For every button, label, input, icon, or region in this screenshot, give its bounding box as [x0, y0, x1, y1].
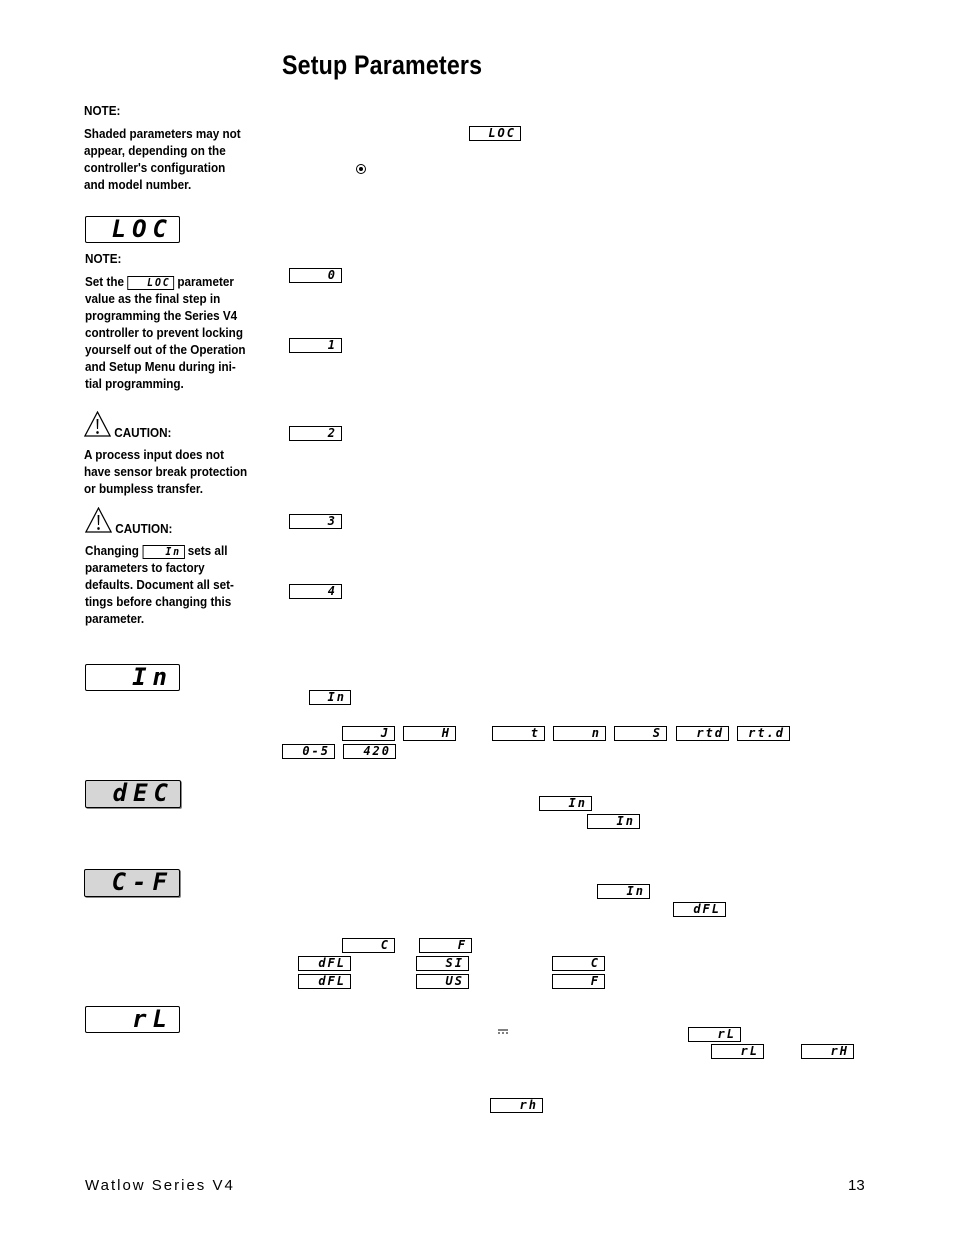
- caution-line: parameter.: [85, 611, 145, 626]
- default-c-display: C: [552, 956, 605, 971]
- celsius-fahrenheit-parameter-display: C-F: [84, 869, 180, 897]
- lock-level-1-display: 1: [289, 338, 342, 353]
- lock-inline-display: LOC: [127, 276, 174, 290]
- decimal-parameter-display: dEC: [85, 780, 181, 808]
- note-line: and model number.: [84, 177, 192, 192]
- note-line: controller to prevent locking: [85, 325, 243, 340]
- page-title: Setup Parameters: [282, 50, 483, 80]
- note-line: and Setup Menu during ini-: [85, 359, 236, 374]
- note-lock-final-step: [85, 250, 246, 392]
- note-line: Shaded parameters may not: [84, 126, 241, 141]
- input-option-0-5-display: 0-5: [282, 744, 335, 759]
- caution-line: sets all: [187, 543, 228, 558]
- input-option-rtd-display: rtd: [676, 726, 729, 741]
- warning-triangle-icon: [84, 411, 111, 437]
- input-type-parameter-display: In: [85, 664, 180, 691]
- range-low-ref-display: rL: [688, 1027, 741, 1042]
- default-display: dFL: [298, 956, 351, 971]
- lock-level-3-display: 3: [289, 514, 342, 529]
- input-option-n-display: n: [553, 726, 606, 741]
- cf-option-f-display: F: [419, 938, 472, 953]
- input-value-display: In: [309, 690, 351, 705]
- input-option-s-display: S: [614, 726, 667, 741]
- caution-line: defaults. Document all set-: [85, 577, 234, 592]
- input-option-j-display: J: [342, 726, 395, 741]
- caution-line: have sensor break protection: [84, 464, 248, 479]
- input-option-t-display: t: [492, 726, 545, 741]
- range-high-ref-display: rh: [490, 1098, 543, 1113]
- note-line: controller's configuration: [84, 160, 226, 175]
- advance-key-icon: [356, 164, 366, 174]
- default-f-display: F: [552, 974, 605, 989]
- default-us-display: US: [416, 974, 469, 989]
- caution-changing-input: [85, 507, 234, 627]
- note-line: tial programming.: [85, 376, 184, 391]
- cf-default-ref-display: dFL: [673, 902, 726, 917]
- note-line: parameter: [177, 274, 234, 289]
- caution-line: Changing: [85, 543, 139, 558]
- caution-line: A process input does not: [84, 447, 224, 462]
- caution-line: parameters to factory: [85, 560, 205, 575]
- input-option-h-display: H: [403, 726, 456, 741]
- note-shaded-parameters: [84, 102, 241, 193]
- input-option-420-display: 420: [343, 744, 396, 759]
- note-line: appear, depending on the: [84, 143, 226, 158]
- note-line: value as the final step in: [85, 291, 221, 306]
- note-line: yourself out of the Operation: [85, 342, 246, 357]
- lock-level-2-display: 2: [289, 426, 342, 441]
- range-low-parameter-display: rL: [85, 1006, 180, 1033]
- caution-process-input: [84, 411, 247, 497]
- dc-symbol-icon: [498, 1029, 508, 1035]
- note-heading: NOTE:: [84, 103, 121, 118]
- decimal-input-ref-display: In: [587, 814, 640, 829]
- caution-heading: CAUTION:: [115, 521, 173, 536]
- lock-level-0-display: 0: [289, 268, 342, 283]
- page-number: 13: [848, 1177, 865, 1194]
- lock-level-4-display: 4: [289, 584, 342, 599]
- caution-line: or bumpless transfer.: [84, 481, 203, 496]
- range-high-ref-display: rH: [801, 1044, 854, 1059]
- cf-input-ref-display: In: [597, 884, 650, 899]
- default-si-display: SI: [416, 956, 469, 971]
- decimal-input-ref-display: In: [539, 796, 592, 811]
- lock-value-display: LOC: [469, 126, 521, 141]
- caution-heading: CAUTION:: [114, 425, 172, 440]
- input-option-rtd-decimal-display: rt.d: [737, 726, 790, 741]
- lock-parameter-display: LOC: [85, 216, 180, 243]
- input-inline-display: In: [142, 545, 184, 559]
- footer-product-name: Watlow Series V4: [85, 1177, 235, 1194]
- range-low-ref-display: rL: [711, 1044, 764, 1059]
- default-display: dFL: [298, 974, 351, 989]
- note-line: programming the Series V4: [85, 308, 238, 323]
- cf-option-c-display: C: [342, 938, 395, 953]
- note-line: Set the: [85, 274, 125, 289]
- caution-line: tings before changing this: [85, 594, 232, 609]
- note-heading: NOTE:: [85, 251, 122, 266]
- warning-triangle-icon: [85, 507, 112, 533]
